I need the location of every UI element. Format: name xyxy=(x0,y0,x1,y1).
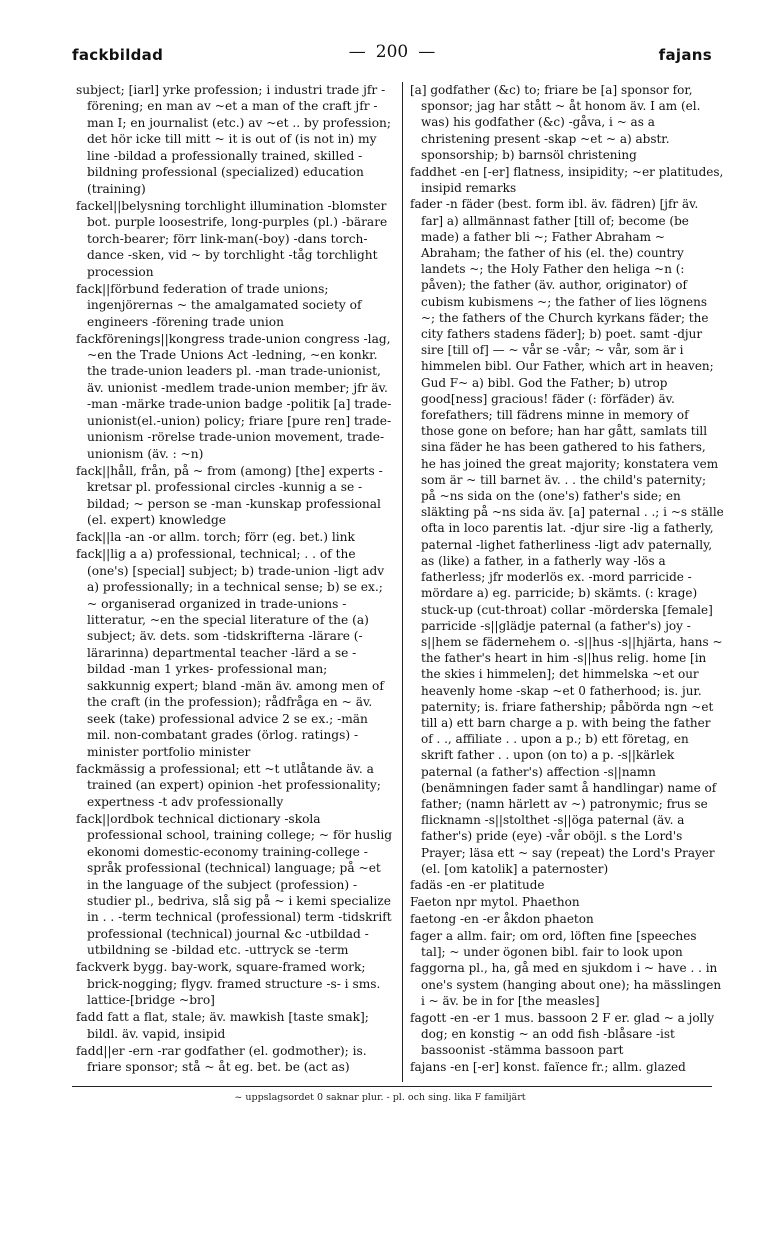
dictionary-entry: faetong -en -er åkdon phaeton xyxy=(410,911,594,926)
dictionary-entry: fagott -en -er 1 mus. bassoon 2 F er. glad ~ a jolly dog; en konstig ~ an odd fish -blåsare -ist bassoonist -stämma bassoon part xyxy=(410,1010,715,1057)
dictionary-entry: faggorna pl., ha, gå med en sjukdom i ~ have . . in one's system (hanging about one); ha mässlingen i ~ äv. be in for [the measles] xyxy=(410,961,722,1008)
dictionary-entry: fack||förbund federation of trade unions; ingenjörernas ~ the amalgamated society of engineers -förening trade union xyxy=(76,281,362,329)
dictionary-entry: fackförenings||kongress trade-union congress -lag, ~en the Trade Unions Act -ledning, ~en konkr. the trade-union leaders pl. -man trade-unionist, äv. unionist -medlem trade-union member; jfr äv. -man -märke trade-union badge -politik [a] trade-unionist(el.-union) policy; friare [pure ren] trade-unionism -rörelse trade-union movement, trade-unionism (äv. : ~n) xyxy=(76,331,392,461)
dictionary-entry: fackverk bygg. bay-work, square-framed work; brick-nogging; flygv. framed structure -s- i sms. lattice-[bridge ~bro] xyxy=(76,960,381,1008)
dictionary-entry: fadd fatt a flat, stale; äv. mawkish [taste smak]; bildl. äv. vapid, insipid xyxy=(76,1010,369,1041)
page-header xyxy=(72,40,712,70)
dictionary-entry: fader -n fäder (best. form ibl. äv. fädren) [jfr äv. far] a) allmännast father [till of; become (be made) a father bli ~; Father Abraham ~ Abraham; the father of his (el. the) country landets ~; the Holy Father den heliga ~n (: påven); the father (äv. author, originator) of cubism kubismens ~; the father of lies lögnens ~; the fathers of the Church kyrkans fäder; the city fathers stadens fäder]; b) poet. samt -djur sire [till of] — ~ vår se -vår; ~ vår, som är i himmelen bibl. Our Father, which art in heaven; Gud F~ a) bibl. God the Father; b) utrop good[ness] gracious! fäder (: förfäder) äv. forefathers; till fädrens minne in memory of those gone on before; han har gått, samlats till sina fäder he has been gathered to his fathers, he has joined the great majority; konstatera vem som är ~ till barnet äv. . . the child's paternity; på ~ns sida on the (one's) father's side; en släkting på ~ns sida äv. [a] paternal . .; i ~s ställe ofta in loco parentis lat. -djur sire -lig a fatherly, paternal -lighet fatherliness -ligt adv paternally, as (like) a father, in a fatherly way -lös a fatherless; jfr moderlös ex. -mord parricide -mördare a) eg. parricide; b) skämts. (: krage) stuck-up (cut-throat) collar -mörderska [female] parricide -s||glädje paternal (a father's) joy -s||hem se fädernehem o. -s||hus -s||hjärta, hans ~ the father's heart in him -s||hus relig. home [in the skies i himmelen]; det himmelska ~et our heavenly home -skap ~et 0 fatherhood; is. jur. paternity; is. friare fathership; påbörda ngn ~et till a) ett barn charge a p. with being the father of . ., affiliate . . upon a p.; b) ett företag, en skrift father . . upon (on to) a p. -s||kärlek paternal (a father's) affection -s||namn (benämningen fader samt å handlingar) name of father; (namn härlett av ~) patronymic; frus se flicknamn -s||stolthet -s||öga paternal (äv. a father's) pride (eye) -vår oböjl. s the Lord's Prayer; läsa ett ~ say (repeat) the Lord's Prayer (el. [om katolik] a paternoster) xyxy=(410,197,724,876)
dictionary-entry: fackel||belysning torchlight illumination -blomster bot. purple loosestrife, long-purples (pl.) -bärare torch-bearer; förr link-man(-boy) -dans torch-dance -sken, vid ~ by torchlight -tåg torchlight procession xyxy=(76,198,388,279)
left-column xyxy=(76,82,394,1076)
dictionary-entry: [a] godfather (&c) to; friare be [a] sponsor for, sponsor; jag har stått ~ åt honom äv. I am (el. was) his godfather (&c) -gåva, i ~ as a christening present -skap ~et ~ a) abstr. sponsorship; b) barnsöl christening xyxy=(410,83,701,162)
page-number-line xyxy=(72,42,712,62)
dictionary-entry: fadd||er -ern -rar godfather (el. godmother); is. friare sponsor; stå ~ åt eg. bet. be (act as) xyxy=(76,1043,367,1075)
dictionary-entry: fager a allm. fair; om ord, löften fine [speeches tal]; ~ under ögonen bibl. fair to look upon xyxy=(410,928,697,959)
dictionary-entry: Faeton npr mytol. Phaethon xyxy=(410,895,580,910)
dictionary-entry: fack||la -an -or allm. torch; förr (eg. bet.) link xyxy=(76,530,355,545)
dictionary-entry: fackmässig a professional; ett ~t utlåtande äv. a trained (an expert) opinion -het professionality; expertness -t adv professionally xyxy=(76,761,381,809)
dictionary-entry: fadäs -en -er platitude xyxy=(410,878,545,893)
abbreviation-legend: ~ uppslagsordet 0 saknar plur. - pl. och sing. lika F familjärt xyxy=(234,1092,526,1103)
dictionary-entry: fack||lig a a) professional, technical; . . of the (one's) [special] subject; b) trade-union -ligt adv a) professionally; in a technical sense; b) se ex.; ~ organiserad organized in trade-unions -litteratur, ~en the special literature of the (a) subject; äv. dets. som -tidskrifterna -lärare (-lärarinna) departmental teacher -lärd a se -bildad -man 1 yrkes- professional man; sakkunnig expert; bland -män äv. among men of the craft (in the profession); rådfråga en ~ äv. seek (take) professional advice 2 se ex.; -män mil. non-combatant grades (örlog. ratings) -minister portfolio minister xyxy=(76,547,385,759)
left-running-headword: fackbildad xyxy=(72,46,164,64)
column-divider xyxy=(402,82,403,1082)
dictionary-entry: faddhet -en [-er] flatness, insipidity; ~er platitudes, insipid remarks xyxy=(410,164,724,195)
dictionary-entry: fajans -en [-er] konst. faïence fr.; allm. glazed xyxy=(410,1059,686,1074)
right-running-headword: fajans xyxy=(658,46,712,64)
footer-rule xyxy=(72,1086,712,1087)
dash-right: — xyxy=(418,42,436,62)
dash-left: — xyxy=(348,42,366,62)
page-number: 200 xyxy=(375,42,409,62)
dictionary-entry: fack||ordbok technical dictionary -skola professional school, training college; ~ för huslig ekonomi domestic-economy training-college -språk professional (technical) language; på ~et in the language of the subject (profession) -studier pl., bedriva, slå sig på ~ i kemi specialize in . . -term technical (professional) term -tidskrift professional (technical) journal &c -utbildad -utbildning se -bildad etc. -uttryck se -term xyxy=(76,811,393,958)
right-column xyxy=(410,82,724,1075)
dictionary-entry: subject; [iarl] yrke profession; i industri trade jfr -förening; en man av ~et a man of the craft jfr -man I; en journalist (etc.) av ~et .. by profession; det hör icke till mitt ~ it is out of (is not in) my line -bildad a professionally trained, skilled -bildning professional (specialized) education (training) xyxy=(76,83,391,196)
dictionary-entry: fack||håll, från, på ~ from (among) [the] experts -kretsar pl. professional circles -kunnig a se -bildad; ~ person se -man -kunskap professional (el. expert) knowledge xyxy=(76,463,383,528)
